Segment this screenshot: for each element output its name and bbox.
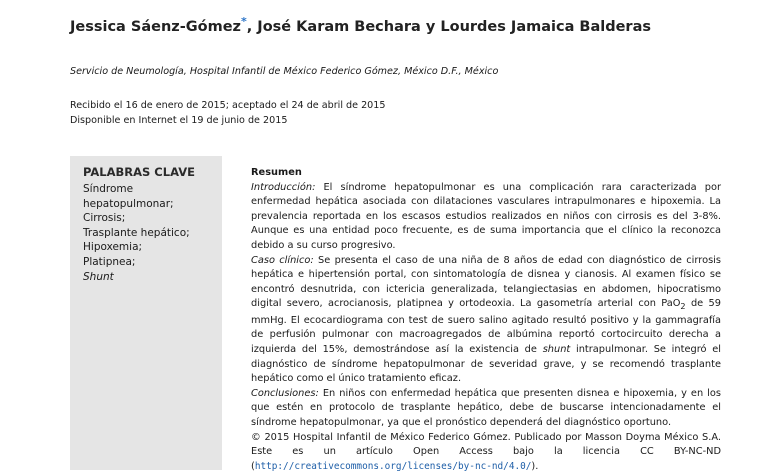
author-names-first: Jessica Sáenz-Gómez: [70, 19, 241, 35]
license-link[interactable]: http://creativecommons.org/licenses/by-nc-nd/4.0/: [254, 460, 532, 472]
copyright-notice: [251, 431, 721, 474]
keyword-item: Platipnea;: [83, 255, 136, 268]
copyright-text: © 2015 Hospital Infantil de México Federico Gómez. Publicado por Masson Doyma México S.A. Este es un artículo Open Access bajo la licencia CC BY-NC-ND (: [251, 431, 721, 472]
keyword-item: Trasplante hepático;: [83, 226, 190, 239]
conclusions-text: En niños con enfermedad hepática que presenten disnea e hipoxemia, y en los que estén en protocolo de trasplante hepático, debe de buscarse intencionadamente el síndrome hepatopulmonar, ya que el pronóstico dependerá del diagnóstico oportuno.: [251, 387, 721, 429]
article-dates: [70, 98, 386, 128]
keyword-item: Hipoxemia;: [83, 241, 143, 254]
abstract-case: [251, 254, 721, 387]
affiliation: Servicio de Neumología, Hospital Infantil de México Federico Gómez, México D.F., México: [70, 66, 499, 77]
keywords-panel: [70, 156, 222, 470]
keywords-list: [83, 182, 218, 284]
case-label: Caso clínico:: [251, 254, 314, 266]
case-text-2: de 59 mmHg. El ecocardiograma con test de suero salino agitado resultó positivo y la gammagrafía de perfusión pulmonar con macroagregados de albúmina reportó cortocircuito derecha a izquierda del 15%, demostrándose así la existencia de: [251, 298, 721, 356]
conclusions-label: Conclusiones:: [251, 387, 319, 399]
introduction-label: Introducción:: [251, 181, 316, 193]
keyword-item: Síndrome: [83, 183, 134, 195]
keyword-item: hepatopulmonar;: [83, 197, 174, 210]
author-list: [70, 15, 651, 35]
shunt-term: shunt: [542, 344, 571, 356]
author-names-rest: , José Karam Bechara y Lourdes Jamaica Balderas: [246, 19, 651, 35]
abstract-conclusions: [251, 387, 721, 431]
keyword-item: Cirrosis;: [83, 212, 126, 225]
abstract: [251, 166, 721, 474]
corresponding-author-mark[interactable]: *: [240, 15, 247, 29]
case-text-3: intrapulmonar. Se integró el diagnóstico de síndrome hepatopulmonar de severidad grave, y se recomendó trasplante hepático como el único tratamiento eficaz.: [251, 344, 721, 385]
copyright-end: ).: [531, 460, 539, 472]
keyword-item: Shunt: [83, 270, 114, 283]
online-date: Disponible en Internet el 19 de junio de 2015: [70, 115, 288, 126]
keywords-heading: PALABRAS CLAVE: [83, 165, 195, 179]
introduction-text: El síndrome hepatopulmonar es una complicación rara caracterizada por enfermedad hepática asociada con dilataciones vasculares intrapulmonares e hipoxemia. La prevalencia reportada en los escasos estudios realizados en niños con cirrosis es del 3-8%. Aunque es una entidad poco frecuente, es de suma importancia que el clínico la reconozca debido a su curso progresivo.: [251, 181, 721, 251]
received-date: Recibido el 16 de enero de 2015; aceptado el 24 de abril de 2015: [70, 100, 386, 111]
abstract-introduction: [251, 181, 721, 254]
pao2-subscript: 2: [680, 301, 686, 312]
abstract-title: Resumen: [251, 167, 302, 178]
case-text-1: Se presenta el caso de una niña de 8 años de edad con diagnóstico de cirrosis hepática e hipertensión portal, con sintomatología de disnea y cianosis. Al examen físico se encontró desnutrida, con ictericia generalizada, telangiectasias en abdomen, hipocratismo digital severo, acrocianosis, platipnea y ortodeoxia. La gasometría arterial con PaO: [251, 254, 721, 310]
